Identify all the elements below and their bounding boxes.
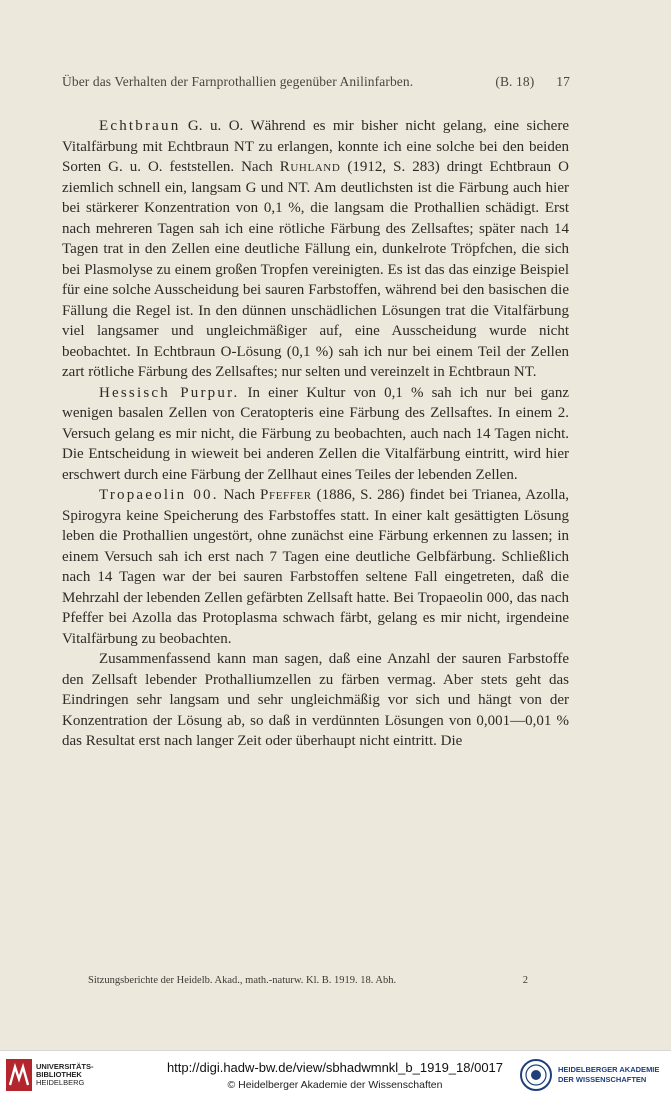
- library-logo-line-2: BIBLIOTHEK: [36, 1070, 82, 1079]
- paragraph-text: Nach: [218, 487, 261, 503]
- page-number: 17: [556, 74, 570, 89]
- university-library-logo[interactable]: [6, 1059, 94, 1091]
- academy-logo-line-2: DER WISSENSCHAFTEN: [558, 1075, 647, 1084]
- author-name: Pfeffer: [260, 487, 312, 503]
- copyright-notice: © Heidelberger Akademie der Wissenschaften: [227, 1079, 443, 1091]
- viewer-footer-bar: [0, 1050, 671, 1100]
- paragraph-text: G. u. O. Während es mir bisher nicht gelang, eine sichere Vitalfärbung mit Echtbraun NT zu erlangen, konnte ich eine solche bei den beiden Sorten G. u. O. feststellen. Nach: [62, 118, 569, 175]
- permalink-block: [110, 1060, 560, 1091]
- series-reference: (B. 18): [495, 74, 535, 89]
- author-name: Ruhland: [279, 159, 341, 175]
- paragraph-echtbraun: [62, 116, 569, 383]
- running-title: Über das Verhalten der Farnprothallien gegenüber Anilinfarben.: [62, 74, 414, 89]
- section-lead: Echtbraun: [99, 118, 181, 134]
- page-footer: [88, 975, 528, 986]
- paragraph-hessisch-purpur: [62, 383, 569, 486]
- academy-seal-icon: [520, 1059, 552, 1091]
- paragraph-tropaeolin: [62, 485, 569, 649]
- paragraph-text: (1886, S. 286) findet bei Trianea, Azolla, Spirogyra keine Speicherung des Farbstoffes statt. In einer kalt gesättigten Lösung leben die Prothallien ungestört, ohne zunächst eine Färbung erkennen zu lassen; in einem Versuch sah ich erst nach 7 Tagen eine deutliche Gelbfärbung. Schließlich nach 14 Tagen war der bei sauren Farbstoffen seltene Fall eingetreten, daß die Mehrzahl der lebenden Zellen gefärbten Zellsaft hatte. Bei Tropaeolin 000, das nach Pfeffer bei Azolla das Protoplasma schwach färbt, gelang es mir nicht, irgendeine Vitalfärbung zu beobachten.: [62, 487, 569, 647]
- permalink-url[interactable]: http://digi.hadw-bw.de/view/sbhadwmnkl_b_1919_18/0017: [166, 1060, 504, 1075]
- library-emblem-icon: [6, 1059, 32, 1091]
- journal-citation: Sitzungsberichte der Heidelb. Akad., math.-naturw. Kl. B. 1919. 18. Abh.: [88, 975, 397, 986]
- running-header: [62, 74, 570, 90]
- paragraph-text: (1912, S. 283) dringt Echtbraun O ziemlich schnell ein, langsam G und NT. Am deutlichsten ist die Färbung auch hier bei stärkerer Konzentration von 0,1 %, die langsam die Prothallien schädigt. Erst nach mehreren Tagen sah ich eine rötliche Färbung des Zellsaftes; später nach 14 Tagen trat in den Zellen eine deutliche Fällung ein, dunkelrote Tröpfchen, die sich bei Plasmolyse zu einem großen Tropfen vereinigten. Es ist das das einzige Beispiel für eine solche Ausscheidung bei sauren Farbstoffen, während bei den basischen die Fällung die Regel ist. In den dünnen unschädlichen Lösungen trat die Vitalfärbung viel langsamer und ungleichmäßiger auf, eine Ausscheidung wurde nicht beobachtet. In Echtbraun O-Lösung (0,1 %) sah ich nur bei einem Teil der Zellen zart rötliche Färbung des Zellsaftes; nur selten und vereinzelt in Echtbraun NT.: [62, 159, 569, 380]
- paragraph-summary: [62, 649, 569, 752]
- sheet-signature: 2: [522, 975, 528, 986]
- library-logo-line-1: UNIVERSITÄTS-: [36, 1062, 94, 1071]
- section-lead: Tropaeolin 00.: [99, 487, 219, 503]
- paragraph-text: In einer Kultur von 0,1 % sah ich nur bei ganz wenigen basalen Zellen von Ceratopteris eine Färbung des Zellsaftes. In einem 2. Versuch gelang es mir nicht, die Färbung zu beobachten, auch nach 14 Tagen nicht. Die Entscheidung in wieweit bei anderen Zellen die Vitalfärbung eintritt, wird hier erschwert durch eine Färbung der Zellhaut eines Teiles der lebenden Zellen.: [62, 384, 569, 483]
- paragraph-text: Zusammenfassend kann man sagen, daß eine Anzahl der sauren Farbstoffe den Zellsaft lebender Prothalliumzellen zu färben vermag. Aber stets geht das Eindringen sehr langsam und sehr ungleichmäßig vor sich und hängt von der Konzentration der Lösung ab, so daß in verdünnten Lösungen von 0,001—0,01 % das Resultat erst nach langer Zeit oder überhaupt nicht eintritt. Die: [62, 651, 569, 749]
- academy-logo-line-1: HEIDELBERGER AKADEMIE: [558, 1065, 660, 1074]
- section-lead: Hessisch Purpur.: [99, 384, 240, 401]
- academy-logo[interactable]: [520, 1059, 659, 1091]
- library-logo-line-3: HEIDELBERG: [36, 1078, 85, 1087]
- body-text: [62, 116, 569, 752]
